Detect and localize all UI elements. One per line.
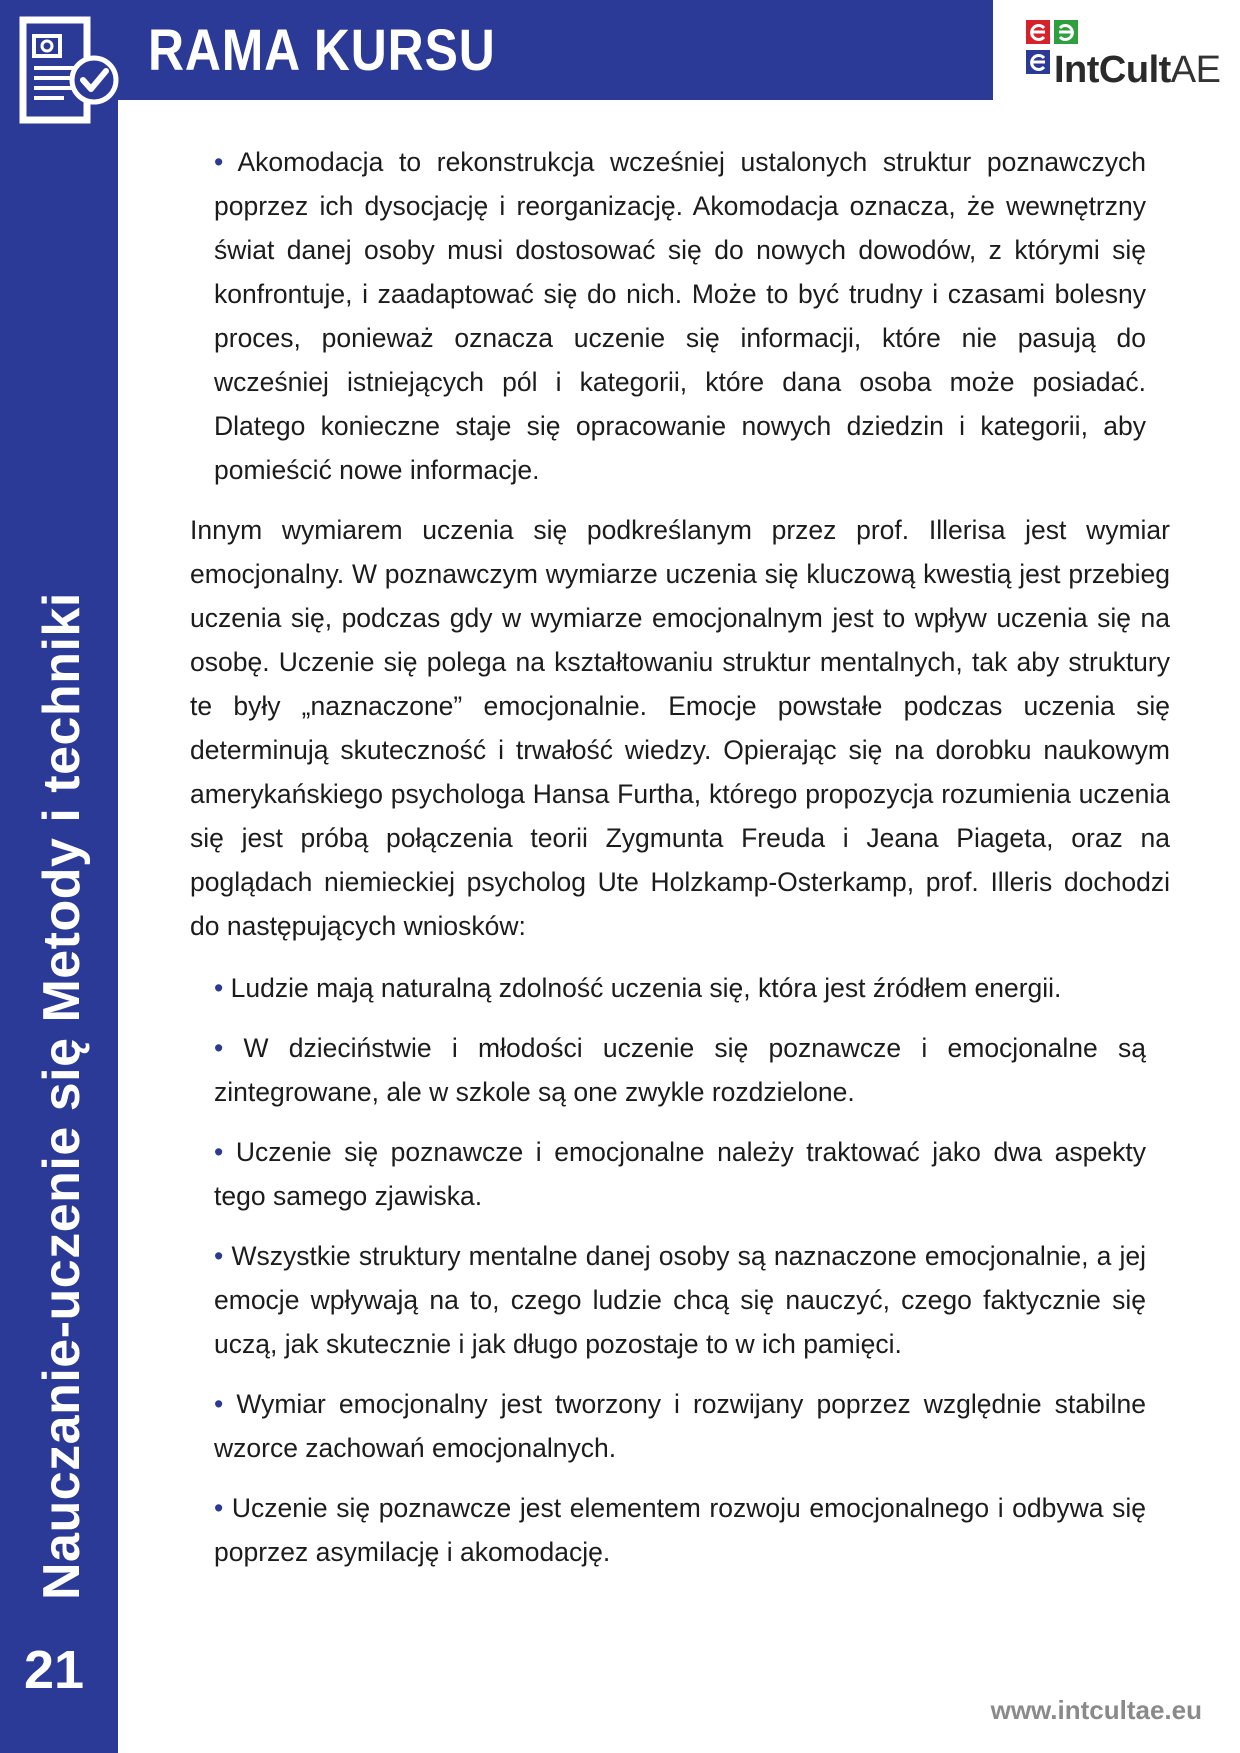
bullet-item: • Uczenie się poznawcze i emocjonalne należy traktować jako dwa aspekty tego samego zjawiska. xyxy=(214,1130,1146,1218)
bullet-item: • Ludzie mają naturalną zdolność uczenia się, która jest źródłem energii. xyxy=(214,966,1146,1010)
intcultae-logo xyxy=(1024,16,1221,91)
bullet-item: • W dzieciństwie i młodości uczenie się poznawcze i emocjonalne są zintegrowane, ale w szkole są one zwykle rozdzielone. xyxy=(214,1026,1146,1114)
body-paragraph: Innym wymiarem uczenia się podkreślanym przez prof. Illerisa jest wymiar emocjonalny. W poznawczym wymiarze uczenia się kluczową kwestią jest przebieg uczenia się, podczas gdy w wymiarze emocjonalnym jest to wpływ uczenia się na osobę. Uczenie się polega na kształtowaniu struktur mentalnych, tak aby struktury te były „naznaczone” emocjonalnie. Emocje powstałe podczas uczenia się determinują skuteczność i trwałość wiedzy. Opierając się na dorobku naukowym amerykańskiego psychologa Hansa Furtha, którego propozycja rozumienia uczenia się jest próbą połączenia teorii Zygmunta Freuda i Jeana Piageta, oraz na poglądach niemieckiej psycholog Ute Holzkamp-Osterkamp, prof. Illeris dochodzi do następujących wniosków: xyxy=(190,515,1170,941)
bullet-item: • Akomodacja to rekonstrukcja wcześniej ustalonych struktur poznawczych poprzez ich dysocjację i reorganizację. Akomodacja oznacza, że wewnętrzny świat danej osoby musi dostosować się do nowych dowodów, z którymi się konfrontuje, i zaadaptować się do nich. Może to być trudny i czasami bolesny proces, ponieważ oznacza uczenie się informacji, które nie pasują do wcześniej istniejących pól i kategorii, które dana osoba może posiadać. Dlatego konieczne staje się opracowanie nowych dziedzin i kategorii, aby pomieścić nowe informacje. xyxy=(214,140,1146,492)
logo-text-bold: IntCult xyxy=(1054,49,1171,91)
page-number: 21 xyxy=(24,1640,85,1700)
bullet-item: • Wszystkie struktury mentalne danej osoby są naznaczone emocjonalnie, a jej emocje wpływają na to, czego ludzie chcą się nauczyć, czego faktycznie się uczą, jak skutecznie i jak długo pozostaje to w ich pamięci. xyxy=(214,1234,1146,1366)
bullet-item: • Wymiar emocjonalny jest tworzony i rozwijany poprzez względnie stabilne wzorce zachowań emocjonalnych. xyxy=(214,1382,1146,1470)
logo-text-light: AE xyxy=(1170,49,1221,91)
section-title-vertical: Nauczanie-uczenie się Metody i techniki xyxy=(33,592,91,1600)
website-link[interactable]: www.intcultae.eu xyxy=(990,1695,1202,1725)
bullet-list xyxy=(190,966,1170,1574)
main-content xyxy=(190,140,1170,1590)
document-checkmark-icon xyxy=(18,12,122,132)
bullet-item: • Uczenie się poznawcze jest elementem rozwoju emocjonalnego i odbywa się poprzez asymilację i akomodację. xyxy=(214,1486,1146,1574)
page-title: RAMA KURSU xyxy=(148,18,496,83)
